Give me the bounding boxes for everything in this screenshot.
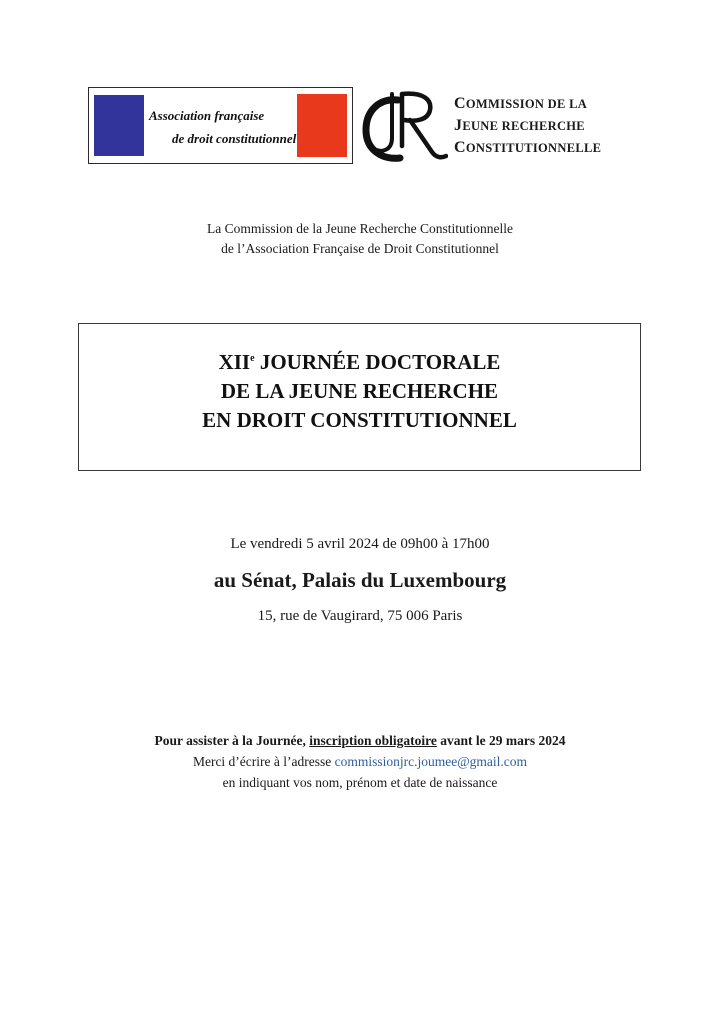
jrc-monogram-logo [358,88,448,168]
title-line3: EN DROIT CONSTITUTIONNEL [202,408,517,432]
jrc-monogram-r [402,94,446,158]
intro-line1: La Commission de la Jeune Recherche Constitutionnelle [207,221,513,236]
title-line1: XIIe JOURNÉE DOCTORALE [218,350,501,374]
jrc-name-line3: CONSTITUTIONNELLE [454,139,602,156]
email-link[interactable]: commissionjrc.joumee@gmail.com [334,754,528,769]
contact-line: Merci d’écrire à l’adresse commissionjrc.joumee@gmail.com [192,754,528,769]
ordinal-suffix: e [250,353,255,364]
event-venue: au Sénat, Palais du Luxembourg [213,568,507,592]
mandatory-registration: inscription obligatoire [309,733,437,748]
afdc-logo-line2: de droit constitutionnel [172,131,297,146]
intro-text [0,219,720,259]
registration-info [0,730,720,793]
flag-blue-block [94,95,144,156]
instructions-line: en indiquant vos nom, prénom et date de naissance [222,775,498,790]
intro-line2: de l’Association Française de Droit Constitutionnel [221,241,499,256]
event-address: 15, rue de Vaugirard, 75 006 Paris [257,608,463,624]
title-box [78,323,641,471]
afdc-logo-line1: Association française [149,108,265,123]
registration-line: Pour assister à la Journée, inscription obligatoire avant le 29 mars 2024 [154,733,566,748]
title-line2: DE LA JEUNE RECHERCHE [220,379,499,403]
flag-red-block [297,94,347,157]
jrc-name-line1: COMMISSION DE LA [454,95,588,112]
jrc-commission-name [454,93,601,159]
event-title [79,348,640,435]
jrc-name-line2: JEUNE RECHERCHE [454,117,585,134]
event-date: Le vendredi 5 avril 2024 de 09h00 à 17h00 [230,536,490,552]
